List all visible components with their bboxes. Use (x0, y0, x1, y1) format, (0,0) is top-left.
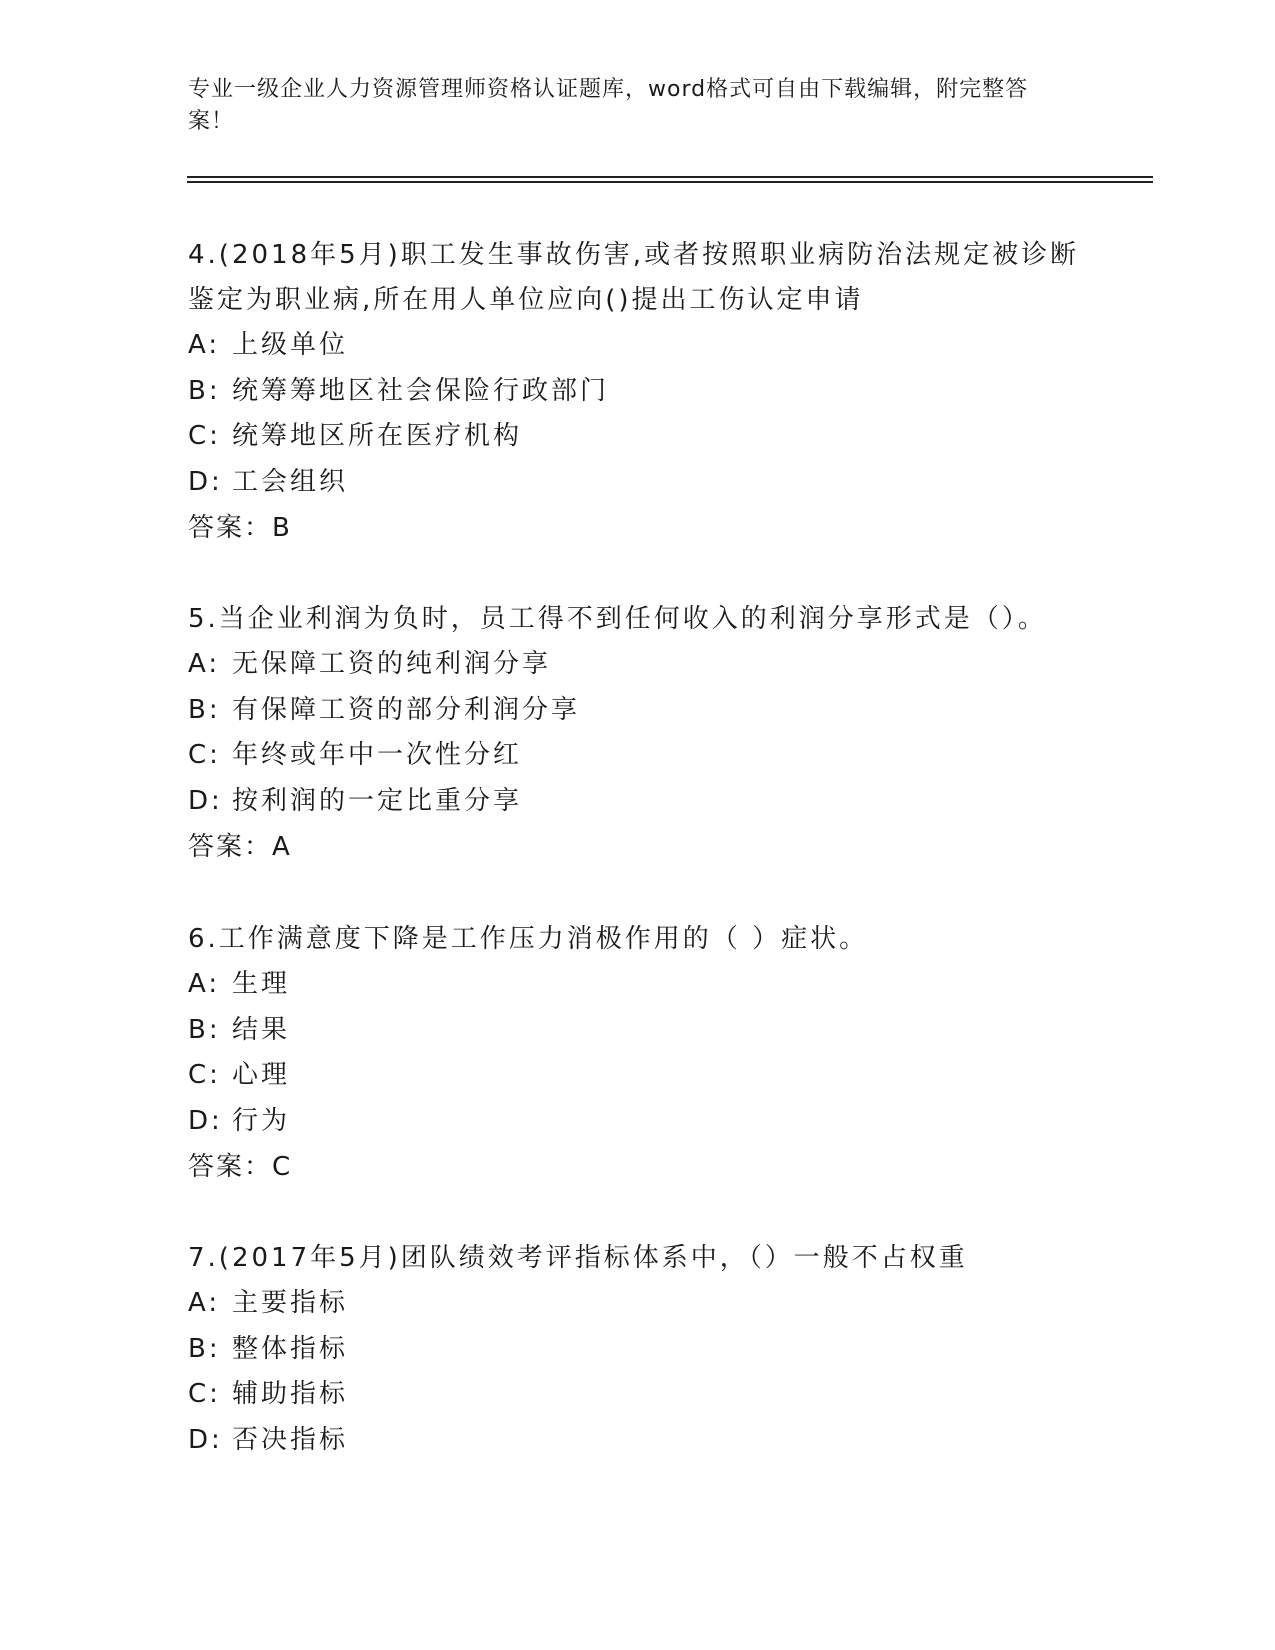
option-key: A: (188, 969, 221, 999)
question-block (188, 917, 1088, 1190)
option-b (188, 1327, 1088, 1373)
option-key: C: (188, 1379, 221, 1409)
option-b (188, 369, 1088, 415)
question-block (188, 597, 1088, 870)
option-text: 结果 (232, 1014, 291, 1045)
answer-line: 答案：B (188, 513, 292, 543)
option-c (188, 1053, 1088, 1099)
option-a (188, 642, 1088, 688)
option-key: B: (188, 375, 221, 406)
option-key: D: (188, 785, 223, 816)
answer-line: 答案：A (188, 832, 292, 862)
option-key: C: (188, 421, 221, 451)
question-stem: 7.(2017年5月)团队绩效考评指标体系中，（）一般不占权重 (188, 1243, 968, 1273)
option-b (188, 1008, 1088, 1054)
option-text: 统筹地区所在医疗机构 (232, 421, 523, 451)
option-key: D: (188, 466, 223, 497)
option-c (188, 1372, 1088, 1418)
option-key: C: (188, 740, 221, 770)
option-key: B: (188, 694, 221, 725)
option-d (188, 1099, 1088, 1145)
option-text: 年终或年中一次性分红 (232, 740, 523, 770)
option-text: 主要指标 (232, 1288, 349, 1318)
option-a (188, 962, 1088, 1008)
option-key: A: (188, 649, 221, 679)
option-text: 整体指标 (232, 1333, 349, 1364)
option-key: A: (188, 1288, 221, 1318)
option-key: D: (188, 1424, 223, 1455)
option-a (188, 323, 1088, 369)
answer-line: 答案：C (188, 1152, 293, 1182)
option-key: C: (188, 1060, 221, 1090)
option-key: B: (188, 1014, 221, 1045)
option-key: D: (188, 1105, 223, 1136)
header-divider-bottom (187, 181, 1153, 183)
document-header-intro: 专业一级企业人力资源管理师资格认证题库，word格式可自由下载编辑，附完整答案！ (188, 77, 1029, 134)
option-text: 上级单位 (232, 330, 349, 360)
question-stem: 5.当企业利润为负时，员工得不到任何收入的利润分享形式是（）。 (188, 604, 1047, 634)
question-stem: 6.工作满意度下降是工作压力消极作用的（ ）症状。 (188, 924, 869, 954)
option-text: 无保障工资的纯利润分享 (232, 649, 552, 679)
question-stem: 4.(2018年5月)职工发生事故伤害,或者按照职业病防治法规定被诊断鉴定为职业病,所在用人单位应向()提出工伤认定申请 (188, 240, 1080, 315)
option-c (188, 733, 1088, 779)
option-text: 按利润的一定比重分享 (232, 785, 523, 816)
option-text: 统筹筹地区社会保险行政部门 (232, 375, 610, 406)
question-block (188, 233, 1088, 551)
option-text: 心理 (232, 1060, 291, 1090)
option-d (188, 779, 1088, 825)
option-text: 否决指标 (232, 1424, 349, 1455)
option-text: 生理 (232, 969, 291, 999)
option-d (188, 460, 1088, 506)
option-a (188, 1281, 1088, 1327)
option-key: B: (188, 1333, 221, 1364)
option-text: 有保障工资的部分利润分享 (232, 694, 581, 725)
header-divider-top (187, 176, 1153, 178)
option-b (188, 688, 1088, 734)
option-text: 工会组织 (232, 466, 349, 497)
question-block (188, 1236, 1088, 1463)
option-text: 行为 (232, 1105, 291, 1136)
option-text: 辅助指标 (232, 1379, 349, 1409)
option-key: A: (188, 330, 221, 360)
option-c (188, 414, 1088, 460)
option-d (188, 1418, 1088, 1464)
